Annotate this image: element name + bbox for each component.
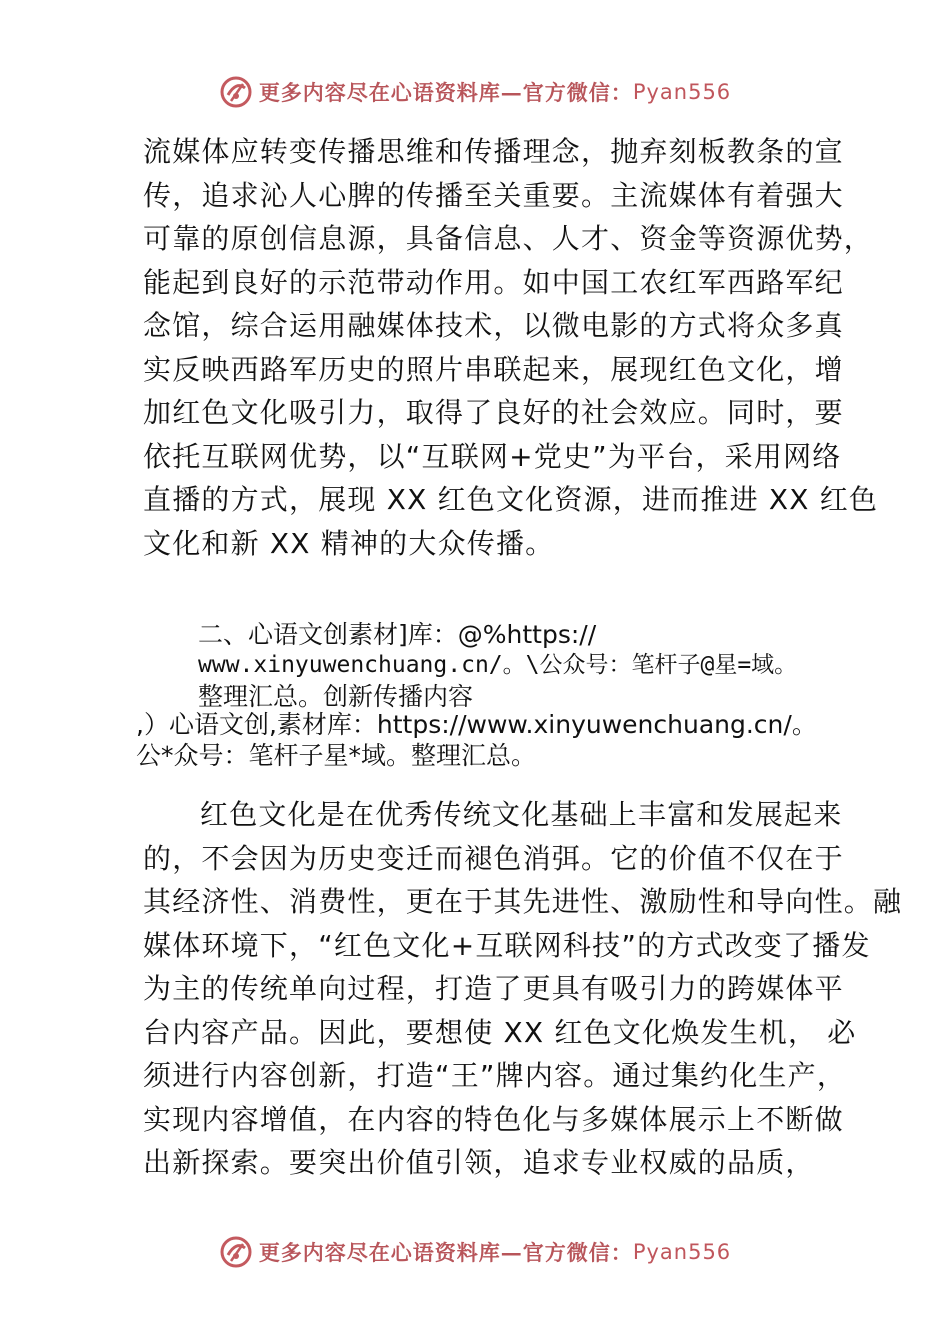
section-heading xyxy=(198,619,797,712)
text-line: 文化和新 XX 精神的大众传播。 xyxy=(143,526,555,560)
text-line: 能起到良好的示范带动作用。如中国工农红军西路军纪 xyxy=(143,265,844,299)
text-line: 依托互联网优势，以“互联网+党史”为平台，采用网络 xyxy=(143,439,842,473)
note-line: 公*众号：笔杆子星*域。整理汇总。 xyxy=(136,741,537,770)
wechat-id: Pyan556 xyxy=(632,1240,732,1264)
brand-logo-icon xyxy=(219,75,253,109)
text-line: 其经济性、消费性，更在于其先进性、激励性和导向性。融 xyxy=(143,885,903,918)
text-line: 实现内容增值，在内容的特色化与多媒体展示上不断做 xyxy=(143,1102,844,1136)
text-line: 的，不会因为历史变迁而褪色消弭。它的价值不仅在于 xyxy=(143,841,844,875)
banner-text: 更多内容尽在心语资料库—官方微信： xyxy=(258,1240,633,1265)
header-banner xyxy=(0,72,950,112)
text-line: 流媒体应转变传播思维和传播理念，抛弃刻板教条的宣 xyxy=(143,135,844,168)
text-line: 实反映西路军历史的照片串联起来，展现红色文化，增 xyxy=(143,352,844,386)
text-line: 念馆，综合运用融媒体技术，以微电影的方式将众多真 xyxy=(143,309,844,342)
text-line: 台内容产品。因此，要想使 XX 红色文化焕发生机， 必 xyxy=(143,1015,857,1049)
text-line: 直播的方式，展现 XX 红色文化资源，进而推进 XX 红色 xyxy=(143,483,879,516)
text-line: 红色文化是在优秀传统文化基础上丰富和发展起来 xyxy=(200,798,843,831)
footer-banner xyxy=(0,1232,950,1272)
heading-line: www.xinyuwenchuang.cn/。\公众号：笔杆子@星=域。 xyxy=(198,652,798,678)
brand-logo-icon xyxy=(219,1235,253,1269)
text-line: 加红色文化吸引力，取得了良好的社会效应。同时，要 xyxy=(143,396,844,429)
paragraph-1 xyxy=(143,130,879,565)
source-note xyxy=(136,709,817,771)
text-line: 须进行内容创新，打造“王”牌内容。通过集约化生产， xyxy=(143,1059,847,1092)
note-line: ,）心语文创,素材库：https://www.xinyuwenchuang.cn/。 xyxy=(136,710,817,739)
text-line: 可靠的原创信息源，具备信息、人才、资金等资源优势， xyxy=(143,222,874,255)
text-line: 为主的传统单向过程，打造了更具有吸引力的跨媒体平 xyxy=(143,972,844,1005)
text-line: 出新探索。要突出价值引领，追求专业权威的品质， xyxy=(143,1146,815,1179)
text-line: 传，追求沁人心脾的传播至关重要。主流媒体有着强大 xyxy=(143,178,844,212)
wechat-id: Pyan556 xyxy=(632,80,732,104)
banner-text: 更多内容尽在心语资料库—官方微信： xyxy=(258,80,633,105)
heading-line: 二、心语文创素材]库：@%https:// xyxy=(198,620,597,649)
paragraph-2 xyxy=(143,793,903,1185)
text-line: 媒体环境下，“红色文化+互联网科技”的方式改变了播发 xyxy=(143,928,871,962)
heading-line: 整理汇总。创新传播内容 xyxy=(198,682,474,711)
